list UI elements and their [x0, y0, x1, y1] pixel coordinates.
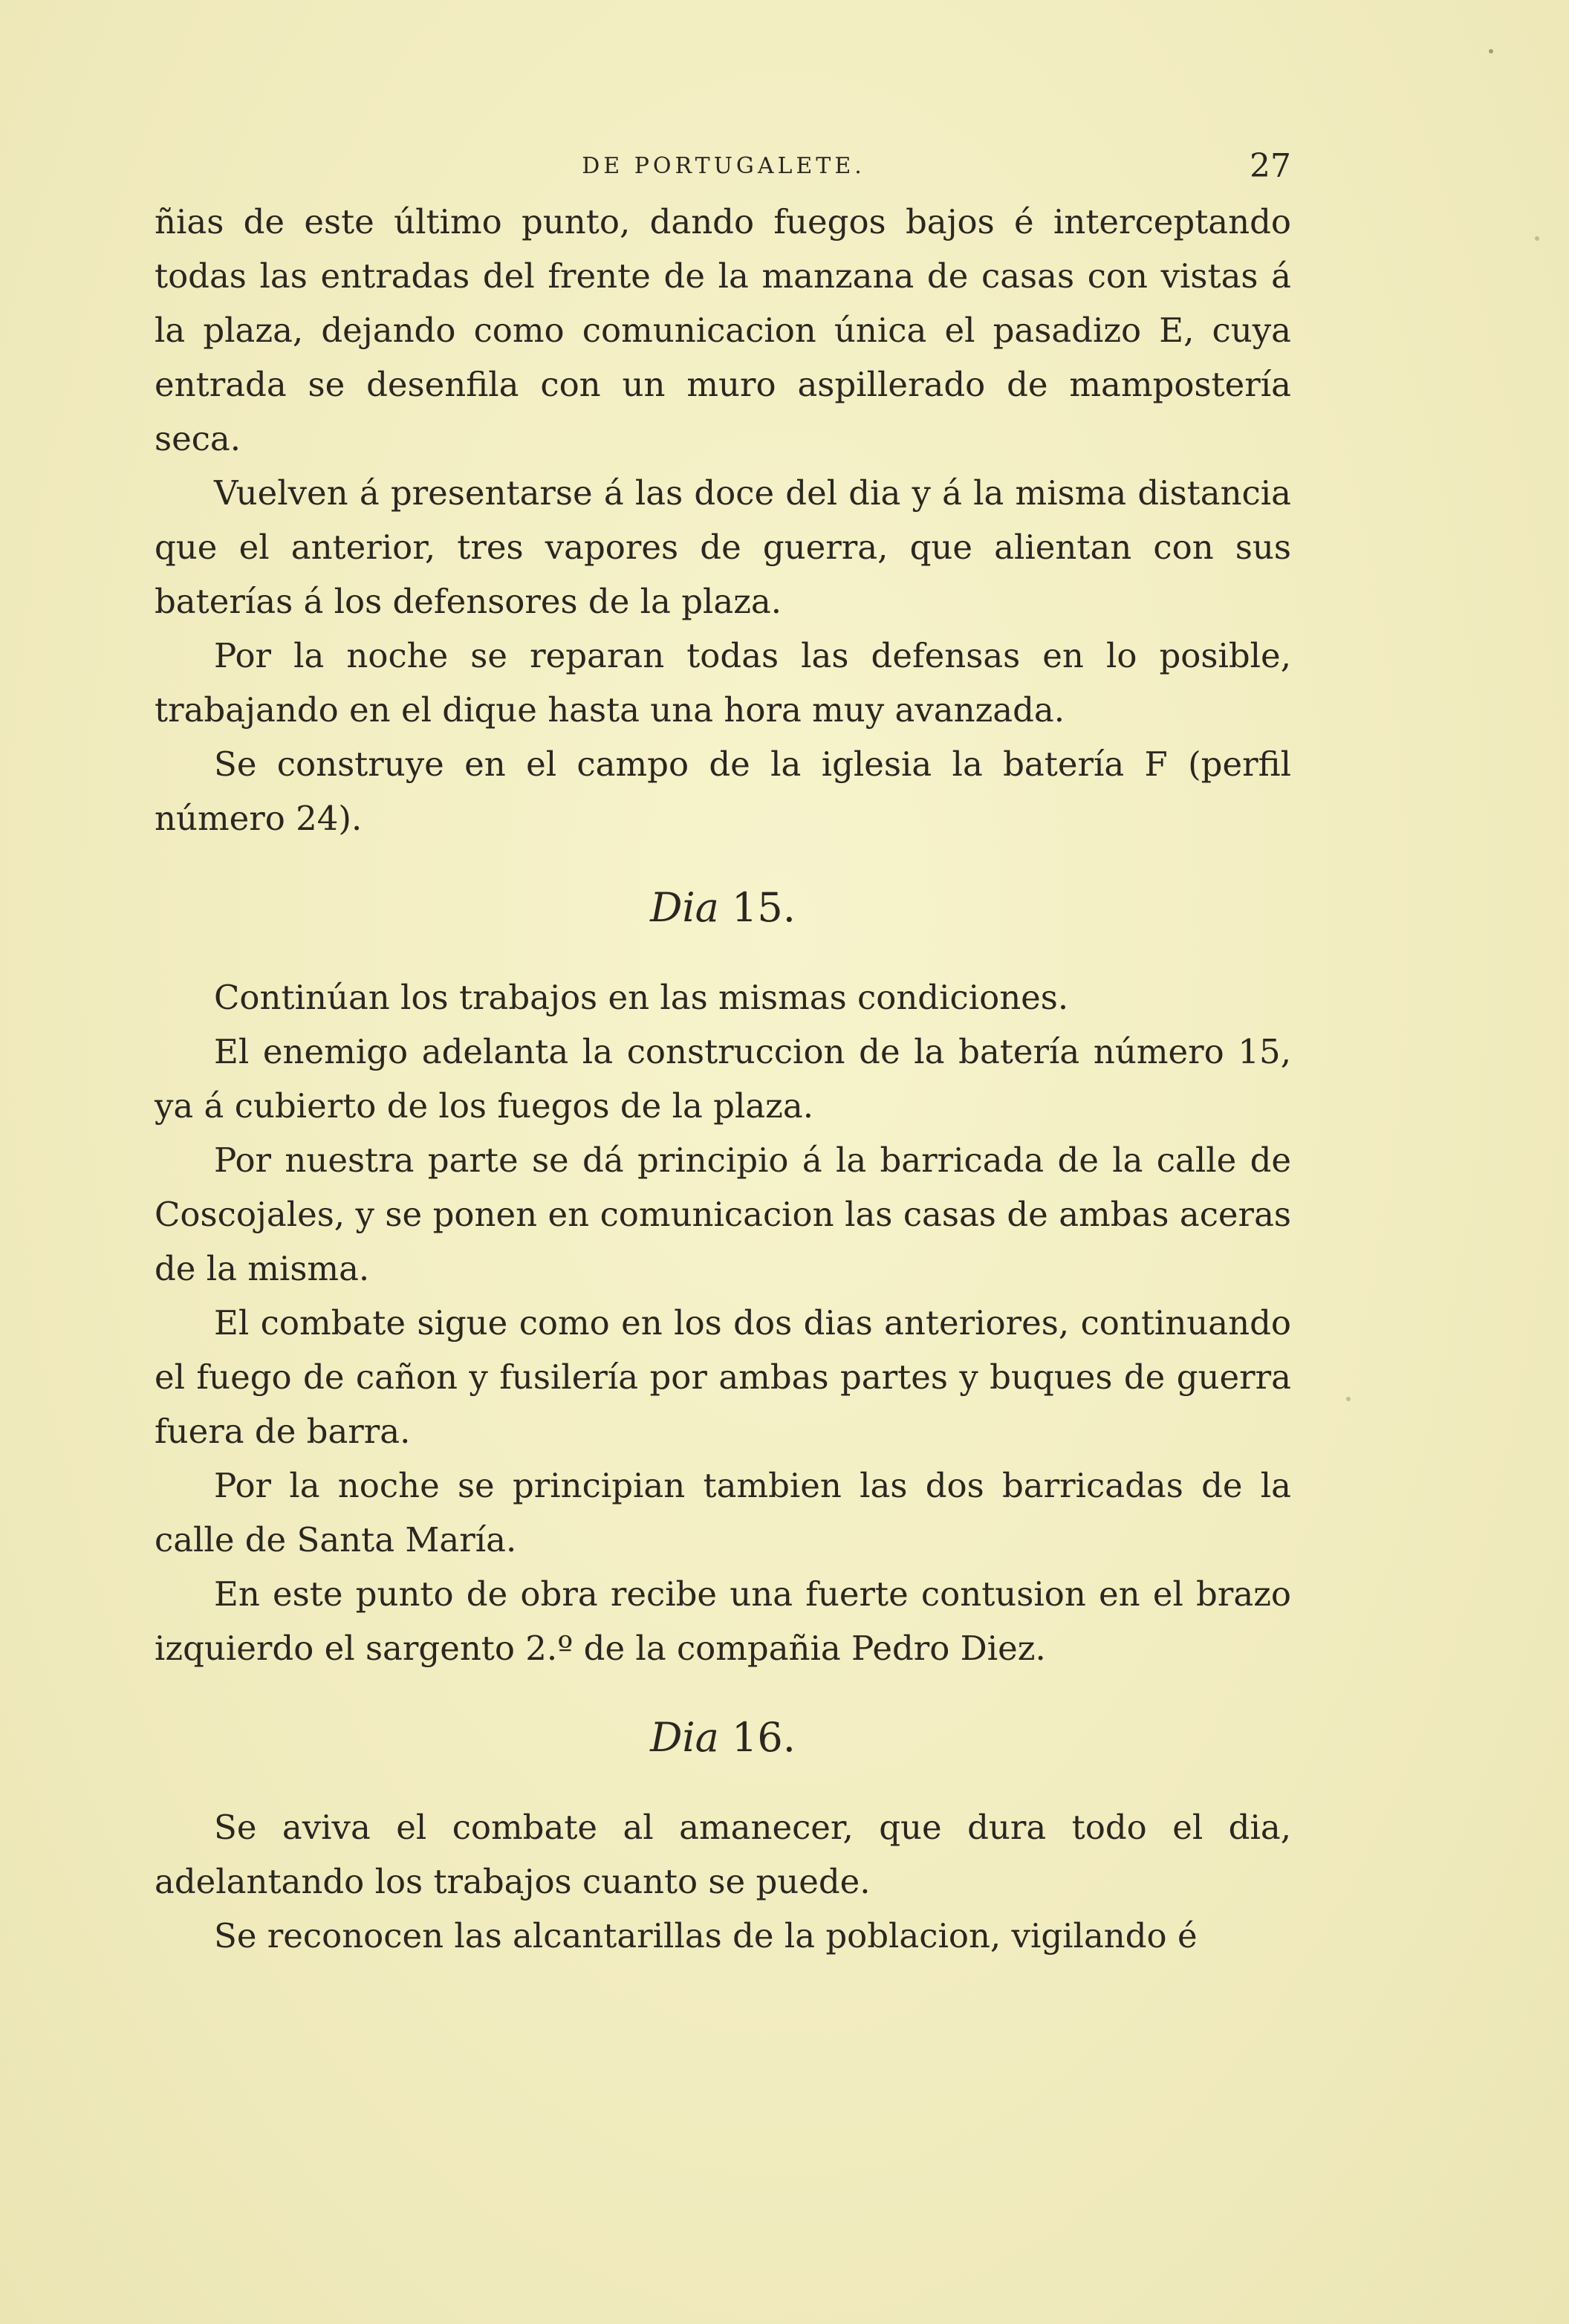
paragraph: Se aviva el combate al amanecer, que dura todo el dia, adelantando los trabajos cuanto se puede. — [155, 1808, 1291, 1901]
day-heading — [155, 878, 1291, 938]
day-heading-number: 15. — [732, 884, 796, 931]
ink-speck — [1535, 236, 1539, 241]
paragraph: Se reconocen las alcantarillas de la poblacion, vigilando é — [214, 1916, 1198, 1955]
paragraph: El enemigo adelanta la construccion de la batería número 15, ya á cubierto de los fuegos de la plaza. — [155, 1032, 1291, 1126]
day-heading-number: 16. — [732, 1714, 796, 1761]
paragraph: El combate sigue como en los dos dias anteriores, continuando el fuego de cañon y fusilería por ambas partes y buques de guerra fuera de barra. — [155, 1303, 1291, 1451]
paragraph: Se construye en el campo de la iglesia la batería F (perfil número 24). — [155, 744, 1291, 838]
paragraph: Por la noche se principian tambien las dos barricadas de la calle de Santa María. — [155, 1466, 1291, 1559]
day-heading — [155, 1708, 1291, 1768]
running-title: DE PORTUGALETE. — [582, 153, 865, 179]
paragraph: En este punto de obra recibe una fuerte contusion en el brazo izquierdo el sargento 2.º de la compañia Pedro Diez. — [155, 1574, 1291, 1668]
paragraph: ñias de este último punto, dando fuegos bajos é interceptando todas las entradas del frente de la manzana de casas con vistas á la plaza, dejando como comunicacion única el pasadizo E, cuya entrada se desenfila con un muro aspillerado de mampostería seca. — [155, 202, 1291, 458]
paragraph: Por nuestra parte se dá principio á la barricada de la calle de Coscojales, y se ponen en comunicacion las casas de ambas aceras de la misma. — [155, 1140, 1291, 1288]
body-text — [155, 195, 1291, 1963]
day-heading-word: Dia — [650, 1714, 719, 1761]
ink-speck — [1489, 49, 1493, 53]
paragraph: Por la noche se reparan todas las defensas en lo posible, trabajando en el dique hasta una hora muy avanzada. — [155, 636, 1291, 730]
page-number: 27 — [1250, 147, 1291, 185]
ink-speck — [1346, 1397, 1351, 1401]
paragraph: Continúan los trabajos en las mismas condiciones. — [214, 978, 1069, 1017]
page-header — [156, 146, 1291, 190]
day-heading-word: Dia — [650, 884, 719, 931]
paragraph: Vuelven á presentarse á las doce del dia y á la misma distancia que el anterior, tres vapores de guerra, que alientan con sus baterías á los defensores de la plaza. — [155, 473, 1291, 621]
